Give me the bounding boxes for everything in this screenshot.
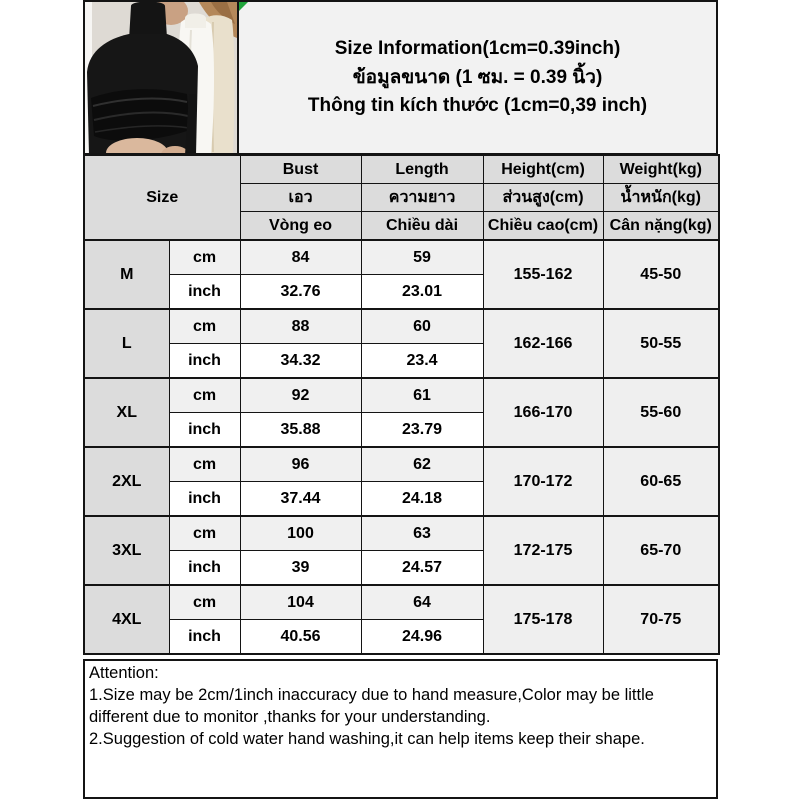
- unit-cm: cm: [169, 516, 240, 551]
- bust-cm-2xl: 96: [240, 447, 361, 482]
- size-table: [83, 154, 720, 655]
- weight-2xl: 60-65: [603, 447, 719, 516]
- row-m-cm: [84, 240, 719, 275]
- col-weight-vi: Cân nặng(kg): [603, 212, 719, 241]
- col-weight-th: น้ำหนัก(kg): [603, 184, 719, 212]
- bust-in-3xl: 39: [240, 551, 361, 586]
- weight-3xl: 65-70: [603, 516, 719, 585]
- bust-in-m: 32.76: [240, 275, 361, 310]
- size-header-cell: Size: [84, 155, 240, 240]
- weight-4xl: 70-75: [603, 585, 719, 654]
- unit-cm: cm: [169, 240, 240, 275]
- col-height-en: Height(cm): [483, 155, 603, 184]
- bust-in-4xl: 40.56: [240, 620, 361, 655]
- bust-cm-l: 88: [240, 309, 361, 344]
- weight-m: 45-50: [603, 240, 719, 309]
- length-cm-l: 60: [361, 309, 483, 344]
- unit-cm: cm: [169, 585, 240, 620]
- col-weight-en: Weight(kg): [603, 155, 719, 184]
- title-vietnamese: Thông tin kích thước (1cm=0,39 inch): [307, 95, 648, 117]
- bust-cm-xl: 92: [240, 378, 361, 413]
- bust-in-l: 34.32: [240, 344, 361, 379]
- col-bust-vi: Vòng eo: [240, 212, 361, 241]
- header-row: [83, 0, 718, 155]
- height-3xl: 172-175: [483, 516, 603, 585]
- length-in-2xl: 24.18: [361, 482, 483, 517]
- weight-xl: 55-60: [603, 378, 719, 447]
- bust-cm-m: 84: [240, 240, 361, 275]
- product-photo: [85, 2, 239, 153]
- bust-cm-4xl: 104: [240, 585, 361, 620]
- title-english: Size Information(1cm=0.39inch): [334, 37, 621, 59]
- unit-cm: cm: [169, 447, 240, 482]
- col-height-th: ส่วนสูง(cm): [483, 184, 603, 212]
- height-4xl: 175-178: [483, 585, 603, 654]
- product-photo-illustration: [85, 2, 237, 153]
- attention-line-1: 1.Size may be 2cm/1inch inaccuracy due to hand measure,Color may be little different due to monitor ,thanks for your understanding.: [89, 685, 654, 726]
- row-2xl-cm: [84, 447, 719, 482]
- height-m: 155-162: [483, 240, 603, 309]
- unit-inch: inch: [169, 275, 240, 310]
- row-xl-cm: [84, 378, 719, 413]
- col-length-en: Length: [361, 155, 483, 184]
- attention-line-2: 2.Suggestion of cold water hand washing,it can help items keep their shape.: [89, 729, 645, 748]
- bust-cm-3xl: 100: [240, 516, 361, 551]
- col-bust-th: เอว: [240, 184, 361, 212]
- length-cm-2xl: 62: [361, 447, 483, 482]
- cell-corner-marker-icon: [239, 2, 248, 11]
- size-label-xl: XL: [84, 378, 169, 447]
- length-cm-xl: 61: [361, 378, 483, 413]
- length-in-l: 23.4: [361, 344, 483, 379]
- length-in-3xl: 24.57: [361, 551, 483, 586]
- size-label-m: M: [84, 240, 169, 309]
- length-cm-4xl: 64: [361, 585, 483, 620]
- size-label-3xl: 3XL: [84, 516, 169, 585]
- col-length-th: ความยาว: [361, 184, 483, 212]
- length-cm-m: 59: [361, 240, 483, 275]
- length-in-xl: 23.79: [361, 413, 483, 448]
- unit-inch: inch: [169, 551, 240, 586]
- col-height-vi: Chiều cao(cm): [483, 212, 603, 241]
- weight-l: 50-55: [603, 309, 719, 378]
- height-l: 162-166: [483, 309, 603, 378]
- title-thai: ข้อมูลขนาด (1 ซม. = 0.39 นิ้ว): [352, 66, 603, 88]
- size-chart-sheet: [83, 0, 718, 799]
- row-3xl-cm: [84, 516, 719, 551]
- unit-cm: cm: [169, 309, 240, 344]
- length-cm-3xl: 63: [361, 516, 483, 551]
- height-2xl: 170-172: [483, 447, 603, 516]
- unit-inch: inch: [169, 482, 240, 517]
- size-label-l: L: [84, 309, 169, 378]
- row-l-cm: [84, 309, 719, 344]
- height-xl: 166-170: [483, 378, 603, 447]
- col-bust-en: Bust: [240, 155, 361, 184]
- unit-inch: inch: [169, 344, 240, 379]
- row-4xl-cm: [84, 585, 719, 620]
- attention-box: [83, 659, 718, 799]
- header-row-en: [84, 155, 719, 184]
- attention-title: Attention:: [89, 664, 159, 682]
- length-in-m: 23.01: [361, 275, 483, 310]
- col-length-vi: Chiều dài: [361, 212, 483, 241]
- bust-in-xl: 35.88: [240, 413, 361, 448]
- size-label-4xl: 4XL: [84, 585, 169, 654]
- bust-in-2xl: 37.44: [240, 482, 361, 517]
- unit-cm: cm: [169, 378, 240, 413]
- length-in-4xl: 24.96: [361, 620, 483, 655]
- title-block: [239, 2, 716, 153]
- size-label-2xl: 2XL: [84, 447, 169, 516]
- unit-inch: inch: [169, 413, 240, 448]
- unit-inch: inch: [169, 620, 240, 655]
